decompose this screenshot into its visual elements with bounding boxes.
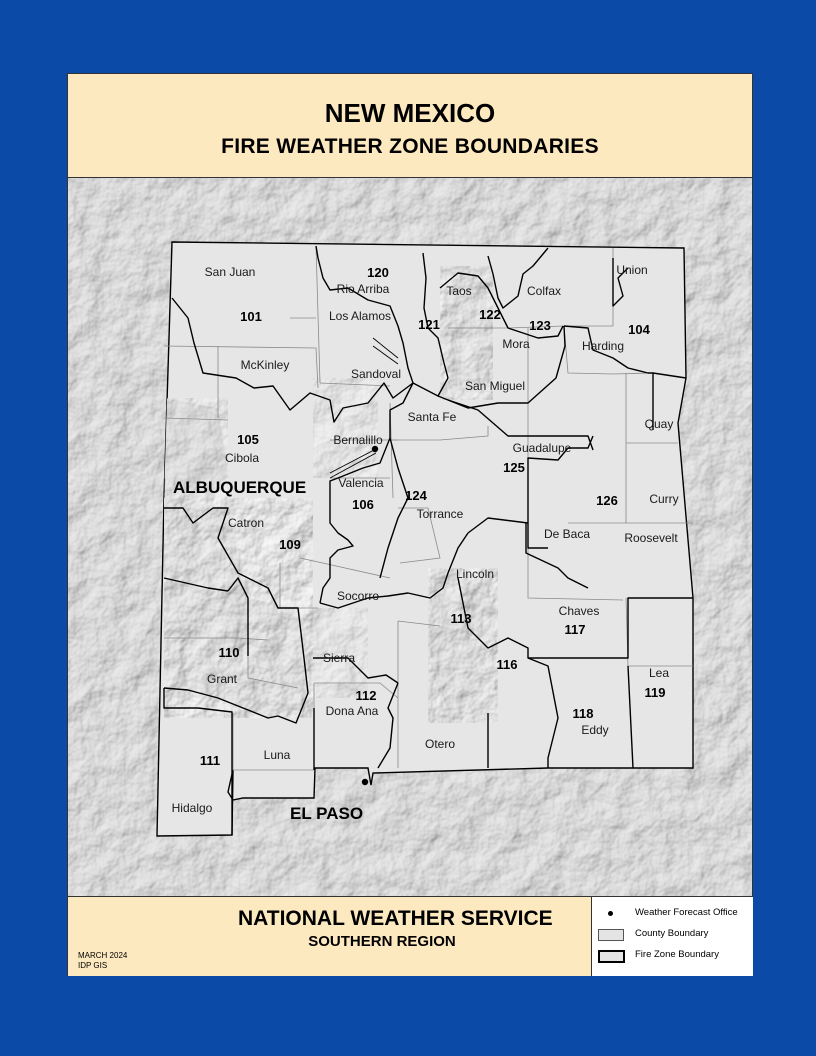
county-label-mckinley: McKinley: [240, 358, 290, 372]
county-label-otero: Otero: [424, 737, 456, 751]
legend-item-county: [592, 927, 753, 941]
fire-zone-swatch-icon: [598, 950, 625, 963]
zone-label-101: 101: [240, 309, 262, 324]
county-label-torrance: Torrance: [416, 507, 464, 521]
zone-label-111: 111: [199, 753, 221, 768]
legend-label: County Boundary: [635, 928, 709, 939]
zone-label-124: 124: [405, 488, 427, 503]
office-label-albuquerque: ALBUQUERQUE: [173, 478, 307, 497]
county-label-roosevelt: Roosevelt: [624, 531, 678, 545]
fire-zone-map: [68, 178, 752, 896]
zone-label-126: 126: [596, 493, 618, 508]
county-label-eddy: Eddy: [581, 723, 609, 737]
zone-label-116: 116: [496, 657, 518, 672]
county-label-dona-ana: Dona Ana: [325, 704, 379, 718]
county-label-santa-fe: Santa Fe: [407, 410, 457, 424]
map-date: MARCH 2024: [78, 951, 128, 960]
zone-label-125: 125: [503, 460, 525, 475]
county-label-grant: Grant: [206, 672, 238, 686]
legend-label: Fire Zone Boundary: [635, 949, 719, 960]
county-label-sandoval: Sandoval: [350, 367, 402, 381]
county-label-lea: Lea: [648, 666, 670, 680]
county-label-guadalupe: Guadalupe: [512, 441, 572, 455]
zone-label-112: 112: [355, 688, 377, 703]
county-label-cibola: Cibola: [224, 451, 260, 465]
zone-label-109: 109: [279, 537, 301, 552]
zone-label-123: 123: [529, 318, 551, 333]
county-label-colfax: Colfax: [526, 284, 562, 298]
office-dot-icon: [608, 911, 613, 916]
county-label-lincoln: Lincoln: [455, 567, 495, 581]
map-legend: [591, 897, 753, 976]
map-footer: [68, 896, 752, 976]
zone-label-104: 104: [628, 322, 650, 337]
zone-label-117: 117: [564, 622, 586, 637]
zone-label-120: 120: [367, 265, 389, 280]
county-label-san-miguel: San Miguel: [464, 379, 526, 393]
county-label-chaves: Chaves: [558, 604, 600, 618]
zone-label-113: 113: [450, 611, 472, 626]
zone-label-110: 110: [218, 645, 240, 660]
map-credit: IDP GIS: [78, 961, 108, 970]
county-label-curry: Curry: [649, 492, 679, 506]
zone-label-105: 105: [237, 432, 259, 447]
county-label-rio-arriba: Rio Arriba: [336, 282, 390, 296]
el-paso-office-marker: [362, 779, 368, 785]
county-label-bernalillo: Bernalillo: [333, 433, 383, 447]
county-label-quay: Quay: [644, 417, 674, 431]
map-subtitle: FIRE WEATHER ZONE BOUNDARIES: [221, 135, 599, 158]
zone-label-106: 106: [352, 497, 374, 512]
map-area: [68, 178, 752, 896]
region-name: SOUTHERN REGION: [308, 933, 456, 950]
zone-label-121: 121: [418, 317, 440, 332]
county-label-taos: Taos: [446, 284, 472, 298]
map-title: NEW MEXICO: [324, 98, 496, 128]
county-label-socorro: Socorro: [336, 589, 380, 603]
county-label-sierra: Sierra: [322, 651, 356, 665]
agency-name: NATIONAL WEATHER SERVICE: [238, 907, 553, 930]
legend-item-fire-zone: [592, 948, 753, 962]
county-label-luna: Luna: [263, 748, 291, 762]
county-label-de-baca: De Baca: [543, 527, 591, 541]
county-label-los-alamos: Los Alamos: [328, 309, 392, 323]
county-swatch-icon: [598, 929, 624, 941]
county-label-hidalgo: Hidalgo: [171, 801, 213, 815]
county-label-union: Union: [616, 263, 648, 277]
zone-label-118: 118: [572, 706, 594, 721]
map-frame: [67, 73, 753, 976]
zone-label-119: 119: [644, 685, 666, 700]
legend-item-office: [592, 906, 753, 920]
county-label-san-juan: San Juan: [204, 265, 256, 279]
legend-label: Weather Forecast Office: [635, 907, 738, 918]
county-label-valencia: Valencia: [338, 476, 384, 490]
county-label-catron: Catron: [227, 516, 265, 530]
zone-label-122: 122: [479, 307, 501, 322]
county-label-mora: Mora: [502, 337, 530, 351]
county-label-harding: Harding: [581, 339, 625, 353]
office-label-el-paso: EL PASO: [290, 804, 364, 823]
map-header: [68, 74, 752, 178]
